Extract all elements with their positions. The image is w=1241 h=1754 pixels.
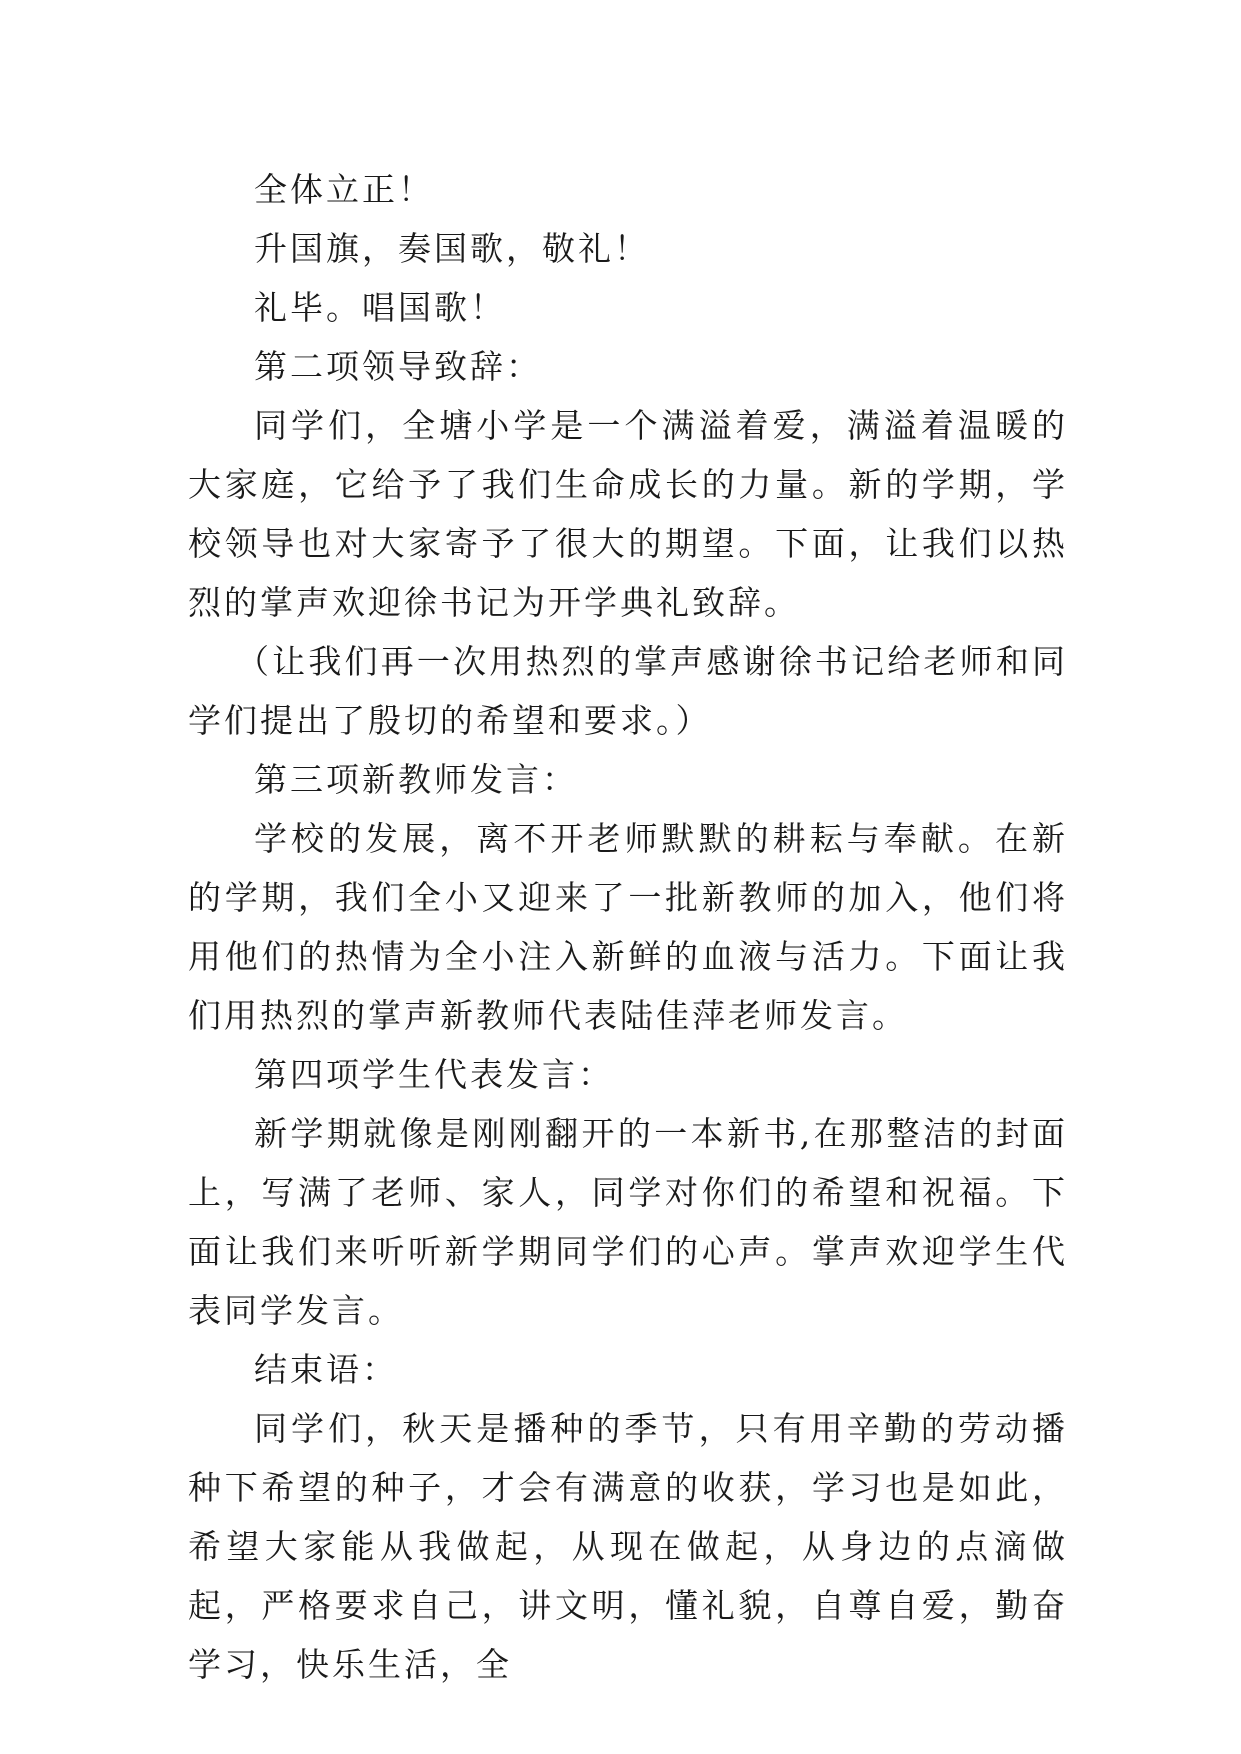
section-heading-new-teacher: 第三项新教师发言： bbox=[254, 760, 578, 799]
paragraph-flag-raising: 升国旗，奏国歌，敬礼！ bbox=[254, 229, 650, 268]
paragraph-stand: 全体立正！ bbox=[254, 170, 434, 209]
paragraph-anthem: 礼毕。唱国歌！ bbox=[254, 288, 506, 327]
paragraph-thanks-note: （让我们再一次用热烈的掌声感谢徐书记给老师和同学们提出了殷切的希望和要求。） bbox=[188, 642, 1068, 740]
section-heading-closing: 结束语： bbox=[254, 1350, 398, 1389]
paragraph-new-teacher-intro: 学校的发展，离不开老师默默的耕耘与奉献。在新的学期，我们全小又迎来了一批新教师的加入，他们将用他们的热情为全小注入新鲜的血液与活力。下面让我们用热烈的掌声新教师代表陆佳萍老师发言。 bbox=[188, 819, 1068, 1035]
document-body bbox=[188, 160, 1068, 1694]
section-heading-student-rep: 第四项学生代表发言： bbox=[254, 1055, 614, 1094]
section-heading-leader-speech: 第二项领导致辞： bbox=[254, 347, 542, 386]
paragraph-closing-remarks: 同学们，秋天是播种的季节，只有用辛勤的劳动播种下希望的种子，才会有满意的收获，学习也是如此，希望大家能从我做起，从现在做起，从身边的点滴做起，严格要求自己，讲文明，懂礼貌，自尊自爱，勤奋学习，快乐生活，全 bbox=[188, 1409, 1068, 1684]
paragraph-student-rep-intro: 新学期就像是刚刚翻开的一本新书,在那整洁的封面上，写满了老师、家人，同学对你们的希望和祝福。下面让我们来听听新学期同学们的心声。掌声欢迎学生代表同学发言。 bbox=[188, 1114, 1068, 1330]
paragraph-leader-intro: 同学们，全塘小学是一个满溢着爱，满溢着温暖的大家庭，它给予了我们生命成长的力量。新的学期，学校领导也对大家寄予了很大的期望。下面，让我们以热烈的掌声欢迎徐书记为开学典礼致辞。 bbox=[188, 406, 1068, 622]
